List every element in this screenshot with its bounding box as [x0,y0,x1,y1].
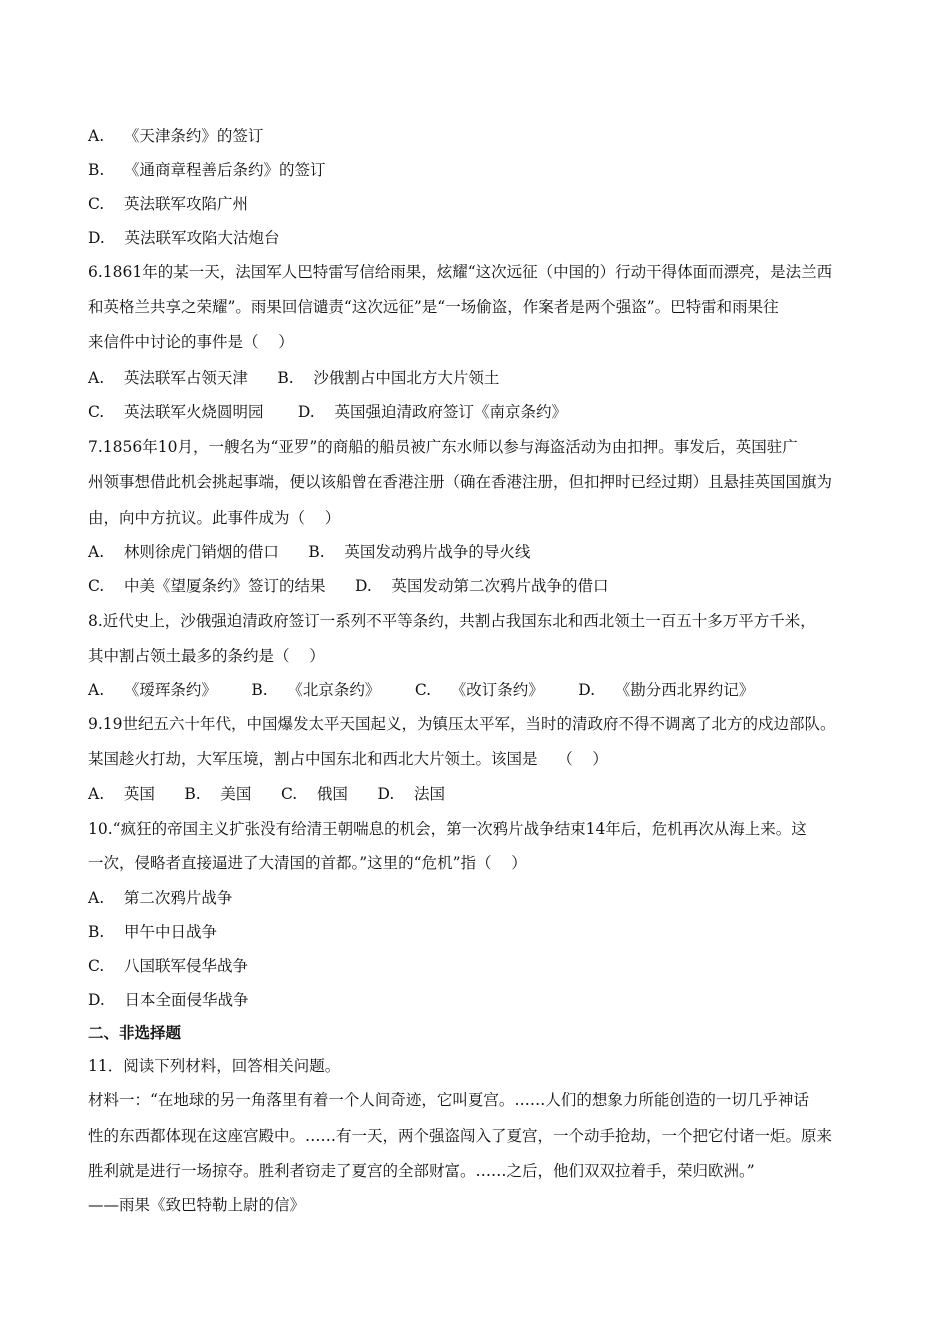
q5-option-c [88,194,248,214]
q6-options-row-2: C. 英法联军火烧圆明园 D. 英国强迫清政府签订《南京条约》 [88,403,567,421]
option-text: 《天津条约》的签订 [123,127,264,145]
q11-prompt: 11．阅读下列材料，回答相关问题。 [88,1057,341,1075]
q7-options-row-2: C. 中美《望厦条约》签订的结果 D. 英国发动第二次鸦片战争的借口 [88,577,609,595]
material-line-2: 性的东西都体现在这座宫殿中。……有一天，两个强盗闯入了夏宫，一个动手抢劫，一个把它付诸一炬。原来 [88,1127,833,1145]
q10-option-d: D. 日本全面侵华战争 [88,991,249,1009]
option-letter: D. [88,229,105,247]
q6-line-2: 和英格兰共享之荣耀”。雨果回信谴责“这次远征”是“一场偷盗，作案者是两个强盗”。巴特雷和雨果往 [88,298,779,316]
material-line-3: 胜利就是进行一场掠夺。胜利者窃走了夏宫的全部财富。……之后，他们双双拉着手，荣归欧洲。” [88,1162,755,1180]
option-letter: B. [88,161,105,179]
q7-line-1: 7.1856年10月，一艘名为“亚罗”的商船的船员被广东水师以参与海盗活动为由扣押。事发后，英国驻广 [88,438,798,456]
q8-options-row: A. 《瑷珲条约》 B. 《北京条约》 C. 《改订条约》 D. 《勘分西北界约记》 [88,681,755,699]
option-text: 英法联军攻陷大沽炮台 [124,229,280,247]
q7-line-3: 由，向中方抗议。此事件成为（ ） [88,509,341,527]
material-source: ——雨果《致巴特勒上尉的信》 [88,1196,306,1214]
q5-option-b [88,160,326,180]
q10-option-a: A. 第二次鸦片战争 [88,889,233,907]
option-letter: A. [88,127,105,145]
q9-line-2: 某国趁火打劫，大军压境，割占中国东北和西北大片领土。该国是 （ ） [88,750,608,768]
q6-options-row-1: A. 英法联军占领天津 B. 沙俄割占中国北方大片领土 [88,369,500,387]
q5-option-a [88,126,263,146]
option-letter: C. [88,195,105,213]
option-text: 英法联军攻陷广州 [123,195,248,213]
q5-option-d [88,228,280,248]
material-line-1: 材料一：“在地球的另一角落里有着一个人间奇迹，它叫夏宫。……人们的想象力所能创造的一切几乎神话 [88,1091,809,1109]
option-text: 《通商章程善后条约》的签订 [124,161,326,179]
q8-line-1: 8.近代史上，沙俄强迫清政府签订一系列不平等条约，共割占我国东北和西北领土一百五十多万平方千米， [88,612,816,630]
q6-line-3: 来信件中讨论的事件是（ ） [88,333,294,351]
q8-line-2: 其中割占领土最多的条约是（ ） [88,647,325,665]
q6-line-1: 6.1861年的某一天，法国军人巴特雷写信给雨果，炫耀“这次远征（中国的）行动干得体面而漂亮，是法兰西 [88,263,833,281]
q7-line-2: 州领事想借此机会挑起事端，便以该船曾在香港注册（确在香港注册，但扣押时已经过期）且悬挂英国国旗为 [88,473,833,491]
section-heading: 二、非选择题 [88,1023,182,1042]
q10-option-c: C. 八国联军侵华战争 [88,957,248,975]
q9-line-1: 9.19世纪五六十年代，中国爆发太平天国起义，为镇压太平军，当时的清政府不得不调离了北方的戍边部队。 [88,715,836,733]
q7-options-row-1: A. 林则徐虎门销烟的借口 B. 英国发动鸦片战争的导火线 [88,543,531,561]
q9-options-row: A. 英国 B. 美国 C. 俄国 D. 法国 [88,785,445,803]
q10-line-2: 一次，侵略者直接逼进了大清国的首都。”这里的“危机”指（ ） [88,854,527,872]
q10-option-b: B. 甲午中日战争 [88,923,218,941]
q10-line-1: 10.“疯狂的帝国主义扩张没有给清王朝喘息的机会，第一次鸦片战争结束14年后，危机再次从海上来。这 [88,820,807,838]
